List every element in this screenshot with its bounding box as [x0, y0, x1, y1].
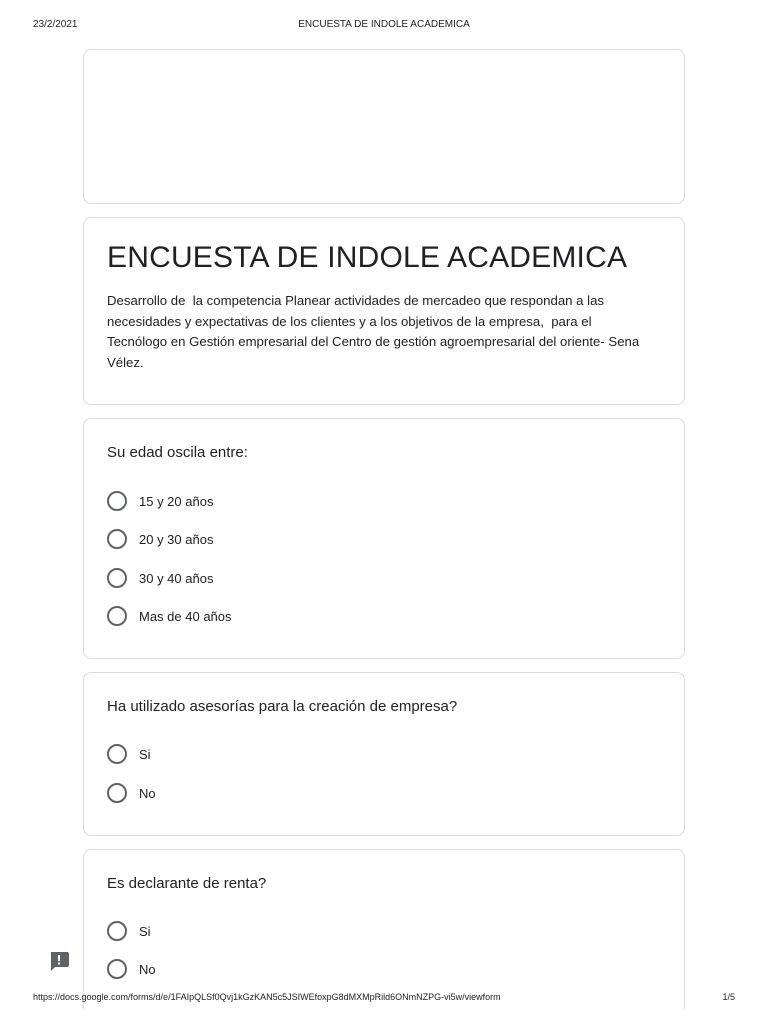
radio-unchecked-icon[interactable]	[107, 606, 127, 626]
print-footer	[0, 992, 768, 1006]
radio-unchecked-icon[interactable]	[107, 744, 127, 764]
question-card-advisory	[83, 672, 685, 836]
question-text: Su edad oscila entre:	[107, 444, 248, 461]
radio-option[interactable]	[107, 783, 156, 803]
option-label: 15 y 20 años	[139, 493, 214, 509]
print-url: https://docs.google.com/forms/d/e/1FAIpQLSf0Qvj1kGzKAN5c5JSIWEfoxpG8dMXMpRild6ONmNZPG-vi5w/viewform	[33, 992, 501, 1002]
option-label: Si	[139, 746, 151, 762]
radio-unchecked-icon[interactable]	[107, 491, 127, 511]
question-card-age	[83, 418, 685, 659]
option-label: 30 y 40 años	[139, 570, 214, 586]
radio-option[interactable]	[107, 568, 213, 588]
radio-option[interactable]	[107, 491, 213, 511]
radio-option[interactable]	[107, 606, 232, 626]
radio-option[interactable]	[107, 744, 151, 764]
print-header	[0, 19, 768, 33]
radio-unchecked-icon[interactable]	[107, 783, 127, 803]
print-date: 23/2/2021	[33, 19, 78, 30]
option-label: Mas de 40 años	[139, 608, 232, 624]
radio-option[interactable]	[107, 921, 151, 941]
option-label: No	[139, 785, 156, 801]
option-label: Si	[139, 923, 151, 939]
radio-option[interactable]	[107, 959, 156, 979]
print-page-number: 1/5	[722, 992, 735, 1002]
form-title-card	[83, 217, 685, 405]
question-card-income-tax	[83, 849, 685, 1009]
radio-unchecked-icon[interactable]	[107, 568, 127, 588]
form-banner	[83, 49, 685, 204]
print-title: ENCUESTA DE INDOLE ACADEMICA	[298, 19, 470, 30]
option-label: No	[139, 961, 156, 977]
form-description: Desarrollo de la competencia Planear actividades de mercadeo que respondan a las necesidades y expectativas de los clientes y a los objetivos de la empresa, para el Tecnólogo en Gestión empresarial del Centro de gestión agroempresarial del oriente- Sena Vélez.	[107, 293, 640, 370]
option-label: 20 y 30 años	[139, 531, 214, 547]
radio-unchecked-icon[interactable]	[107, 529, 127, 549]
form-title: ENCUESTA DE INDOLE ACADEMICA	[107, 241, 628, 274]
radio-unchecked-icon[interactable]	[107, 921, 127, 941]
radio-unchecked-icon[interactable]	[107, 959, 127, 979]
radio-option[interactable]	[107, 529, 213, 549]
feedback-icon[interactable]	[48, 950, 70, 972]
question-text: Ha utilizado asesorías para la creación de empresa?	[107, 698, 458, 715]
question-text: Es declarante de renta?	[107, 875, 267, 892]
